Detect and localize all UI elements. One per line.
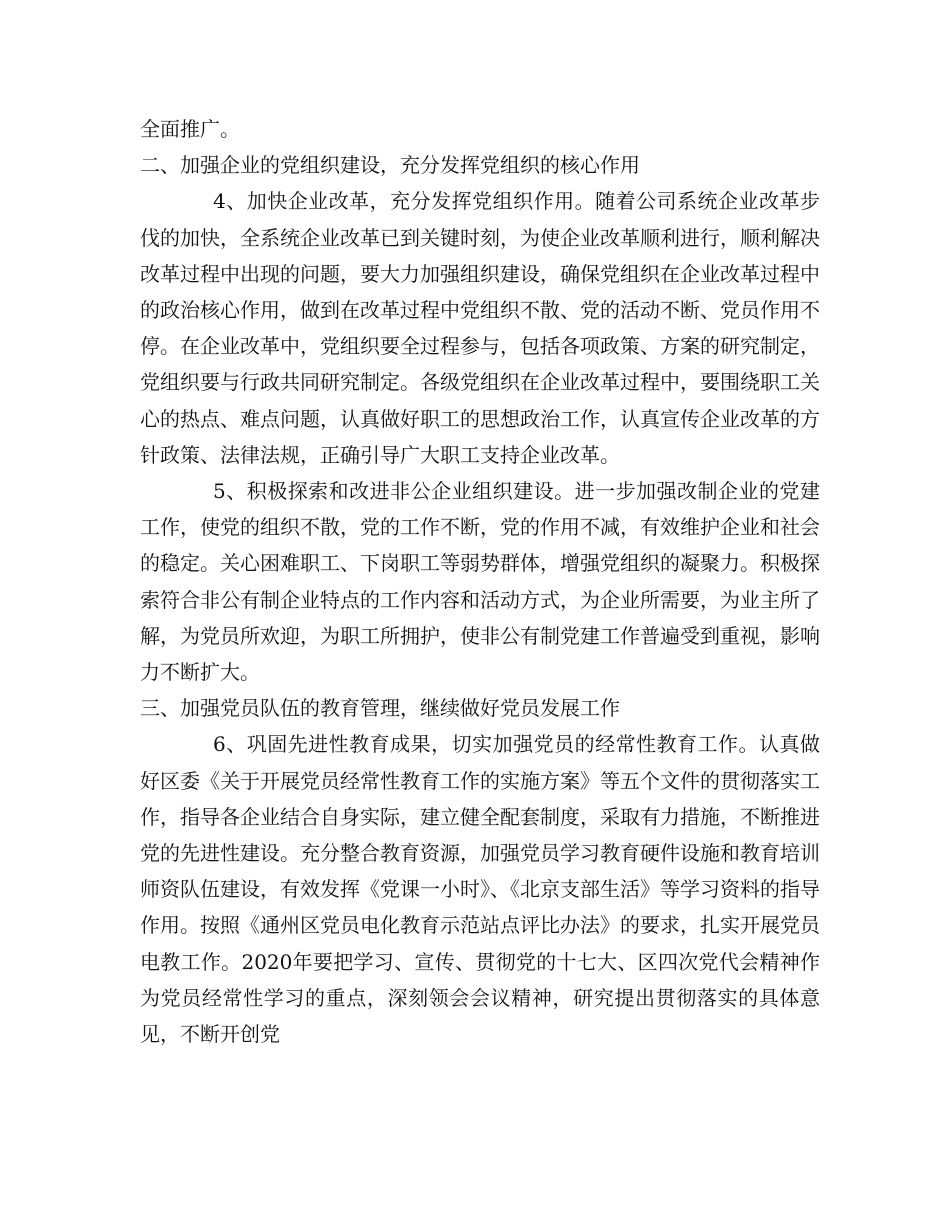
section-heading-3: 三、加强党员队伍的教育管理，继续做好党员发展工作 [140, 696, 620, 721]
document-page [140, 111, 820, 1052]
paragraph-5: 5、积极探索和改进非公企业组织建设。进一步加强改制企业的党建工作，使党的组织不散，党的工作不断，党的作用不减，有效维护企业和社会的稳定。关心困难职工、下岗职工等弱势群体，增强党组织的凝聚力。积极探索符合非公有制企业特点的工作内容和活动方式，为企业所需要，为业主所了解，为党员所欢迎，为职工所拥护，使非公有制党建工作普遍受到重视，影响力不断扩大。 [140, 479, 820, 685]
paragraph-4: 4、加快企业改革，充分发挥党组织作用。随着公司系统企业改革步伐的加快，全系统企业改革已到关键时刻，为使企业改革顺利进行，顺利解决改革过程中出现的问题，要大力加强组织建设，确保党组织在企业改革过程中的政治核心作用，做到在改革过程中党组织不散、党的活动不断、党员作用不停。在企业改革中，党组织要全过程参与，包括各项政策、方案的研究制定，党组织要与行政共同研究制定。各级党组织在企业改革过程中，要围绕职工关心的热点、难点问题，认真做好职工的思想政治工作，认真宣传企业改革的方针政策、法律法规，正确引导广大职工支持企业改革。 [140, 189, 820, 467]
section-heading-2: 二、加强企业的党组织建设，充分发挥党组织的核心作用 [140, 153, 640, 178]
continuation-text: 全面推广。 [140, 117, 240, 141]
paragraph-6: 6、巩固先进性教育成果，切实加强党员的经常性教育工作。认真做好区委《关于开展党员经常性教育工作的实施方案》等五个文件的贯彻落实工作，指导各企业结合自身实际，建立健全配套制度，采取有力措施，不断推进党的先进性建设。充分整合教育资源，加强党员学习教育硬件设施和教育培训师资队伍建设，有效发挥《党课一小时》、《北京支部生活》等学习资料的指导作用。按照《通州区党员电化教育示范站点评比办法》的要求，扎实开展党员电教工作。2020年要把学习、宣传、贯彻党的十七大、区四次党代会精神作为党员经常性学习的重点，深刻领会会议精神，研究提出贯彻落实的具体意见，不断开创党 [140, 732, 820, 1047]
